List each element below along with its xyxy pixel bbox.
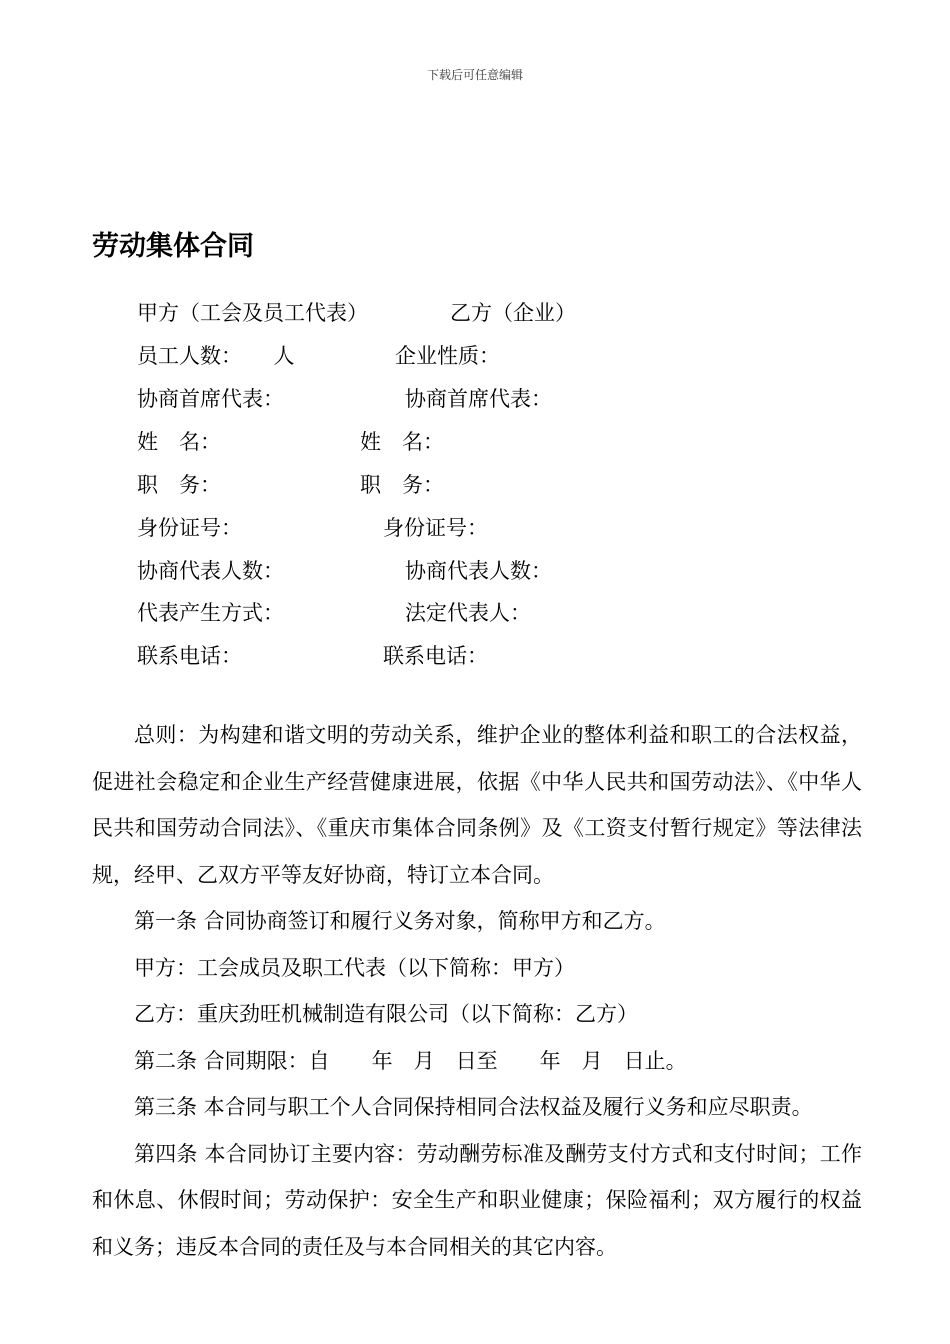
legal-representative-label: 法定代表人： bbox=[405, 601, 531, 625]
contract-body bbox=[92, 712, 862, 1270]
party-b-rep-count-label: 协商代表人数： bbox=[405, 559, 552, 583]
party-row bbox=[0, 513, 950, 543]
employee-count-label: 员工人数： 人 bbox=[137, 344, 295, 368]
party-a-rep-count-label: 协商代表人数： bbox=[137, 559, 284, 583]
article-1-paragraph: 第一条 合同协商签订和履行义务对象，简称甲方和乙方。 bbox=[134, 909, 666, 933]
party-b-position-label: 职 务： bbox=[360, 473, 444, 497]
party-row bbox=[0, 598, 950, 628]
general-provision-paragraph: 总则：为构建和谐文明的劳动关系，维护企业的整体利益和职工的合法权益，促进社会稳定和企业生产经营健康进展，依据《中华人民共和国劳动法》、《中华人民共和国劳动合同法》、《重庆市集体合同条例》及《工资支付暂行规定》等法律法规，经甲、乙双方平等友好协商，特订立本合同。 bbox=[92, 723, 862, 887]
party-a-definition-paragraph: 甲方：工会成员及职工代表（以下简称：甲方） bbox=[134, 955, 575, 980]
article-4-paragraph: 第四条 本合同协订主要内容：劳动酬劳标准及酬劳支付方式和支付时间；工作和休息、休假时间；劳动保护：安全生产和职业健康；保险福利；双方履行的权益和义务；违反本合同的责任及与本合同相关的其它内容。 bbox=[92, 1141, 862, 1259]
party-row bbox=[0, 641, 950, 671]
party-a-id-number-label: 身份证号： bbox=[137, 516, 242, 540]
rep-selection-method-label: 代表产生方式： bbox=[137, 601, 284, 625]
document-title: 劳动集体合同 bbox=[92, 231, 254, 262]
party-a-heading: 甲方（工会及员工代表） bbox=[137, 301, 368, 325]
party-row bbox=[0, 556, 950, 586]
party-b-name-label: 姓 名： bbox=[360, 430, 444, 454]
party-row bbox=[0, 298, 950, 328]
party-b-phone-label: 联系电话： bbox=[383, 644, 488, 668]
download-note: 下载后可任意编辑 bbox=[426, 68, 523, 82]
party-a-phone-label: 联系电话： bbox=[137, 644, 242, 668]
party-row bbox=[0, 341, 950, 371]
party-b-heading: 乙方（企业） bbox=[450, 301, 576, 325]
party-row bbox=[0, 470, 950, 500]
party-a-position-label: 职 务： bbox=[137, 473, 221, 497]
party-row bbox=[0, 384, 950, 414]
article-3-paragraph: 第三条 本合同与职工个人合同保持相同合法权益及履行义务和应尽职责。 bbox=[134, 1095, 813, 1119]
party-b-id-number-label: 身份证号： bbox=[383, 516, 488, 540]
article-2-paragraph: 第二条 合同期限：自 年 月 日至 年 月 日止。 bbox=[134, 1048, 687, 1073]
party-a-chief-rep-label: 协商首席代表： bbox=[137, 387, 284, 411]
enterprise-nature-label: 企业性质： bbox=[395, 344, 500, 368]
party-b-definition-paragraph: 乙方：重庆劲旺机械制造有限公司（以下简称：乙方） bbox=[134, 1002, 638, 1026]
party-row bbox=[0, 427, 950, 457]
party-a-name-label: 姓 名： bbox=[137, 430, 221, 454]
party-b-chief-rep-label: 协商首席代表： bbox=[405, 387, 552, 411]
